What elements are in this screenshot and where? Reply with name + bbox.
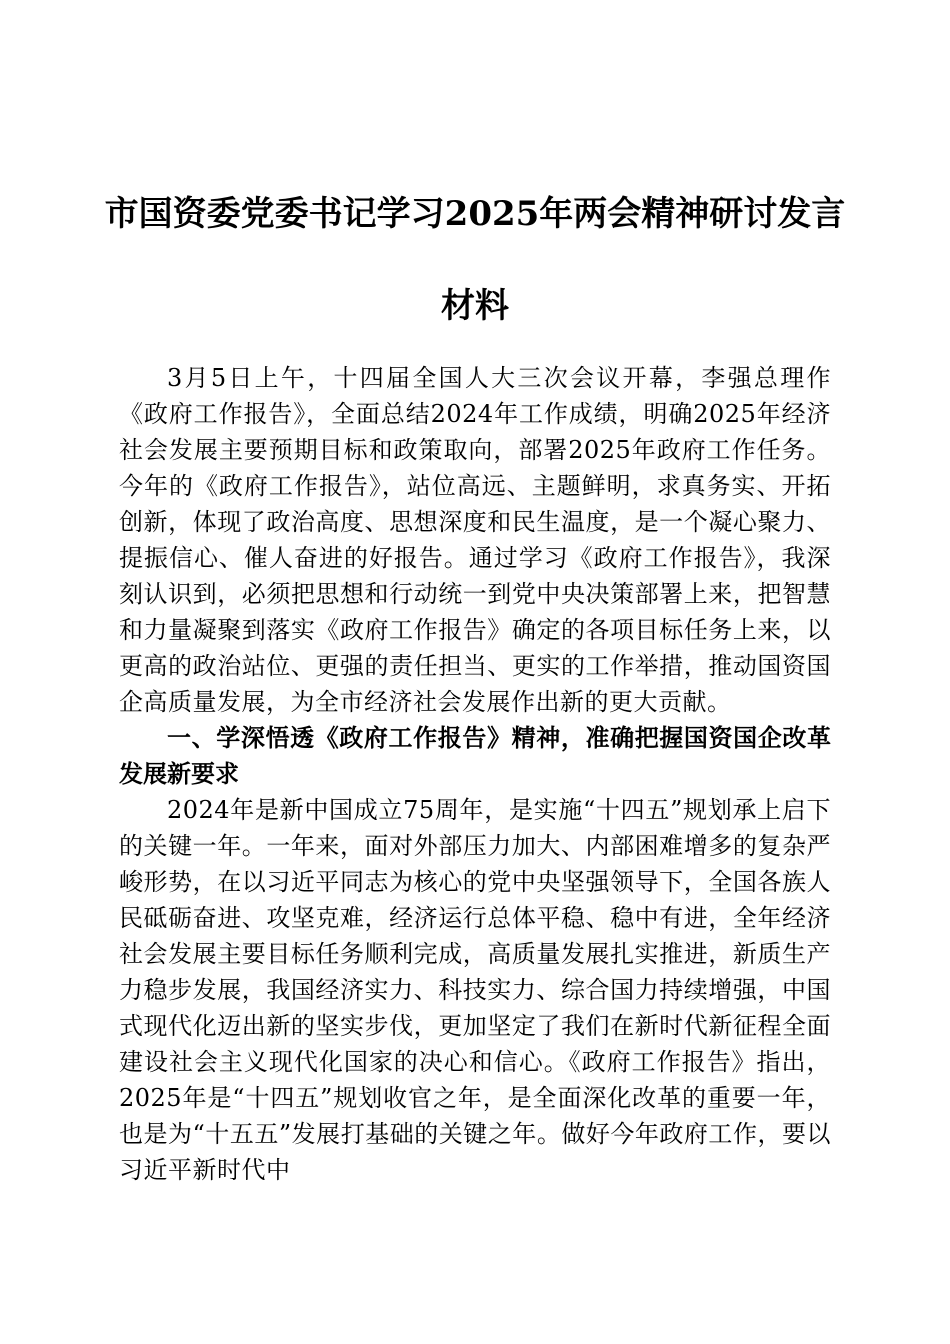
- section-heading-1: 一、学深悟透《政府工作报告》精神，准确把握国资国企改革发展新要求: [119, 723, 831, 788]
- section-1-paragraph: 2024年是新中国成立75周年，是实施“十四五”规划承上启下的关键一年。一年来，面对外部压力加大、内部困难增多的复杂严峻形势，在以习近平同志为核心的党中央坚强领导下，全国各族人民砥砺奋进、攻坚克难，经济运行总体平稳、稳中有进，全年经济社会发展主要目标任务顺利完成，高质量发展扎实推进，新质生产力稳步发展，我国经济实力、科技实力、综合国力持续增强，中国式现代化迈出新的坚实步伐，更加坚定了我们在新时代新征程全面建设社会主义现代化国家的决心和信心。《政府工作报告》指出，2025年是“十四五”规划收官之年，是全面深化改革的重要一年，也是为“十五五”发展打基础的关键之年。做好今年政府工作，要以习近平新时代中: [119, 796, 831, 1184]
- intro-paragraph: 3月5日上午，十四届全国人大三次会议开幕，李强总理作《政府工作报告》，全面总结2024年工作成绩，明确2025年经济社会发展主要预期目标和政策取向，部署2025年政府工作任务。今年的《政府工作报告》，站位高远、主题鲜明，求真务实、开拓创新，体现了政治高度、思想深度和民生温度，是一个凝心聚力、提振信心、催人奋进的好报告。通过学习《政府工作报告》，我深刻认识到，必须把思想和行动统一到党中央决策部署上来，把智慧和力量凝聚到落实《政府工作报告》确定的各项目标任务上来，以更高的政治站位、更强的责任担当、更实的工作举措，推动国资国企高质量发展，为全市经济社会发展作出新的更大贡献。: [119, 364, 831, 716]
- document-body: [119, 360, 831, 1188]
- document-title: 市国资委党委书记学习2025年两会精神研讨发言材料: [104, 194, 846, 326]
